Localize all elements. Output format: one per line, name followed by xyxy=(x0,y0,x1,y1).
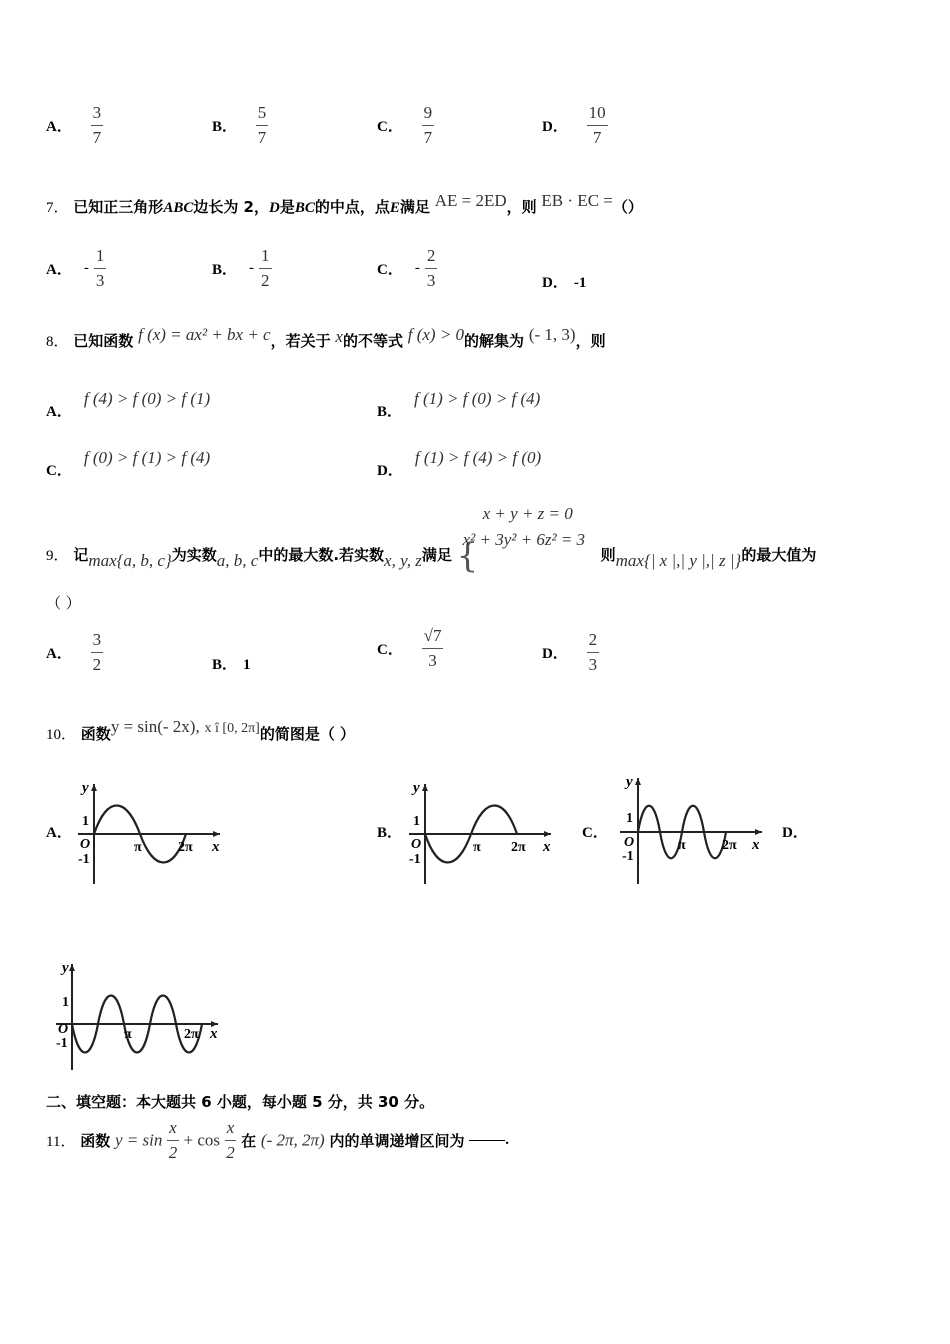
svg-text:x: x xyxy=(210,1026,218,1042)
option-letter: B． xyxy=(212,119,238,135)
half-x-fraction: $\frac{x}{2}$ xyxy=(168,1118,178,1162)
svg-text:-1: -1 xyxy=(409,852,421,867)
q8-stem: 8． 已知函数 f (x) = ax² + bx + c，若关于 x的不等式 f (x) > 0的解集为 (- 1, 3)，则 xyxy=(46,325,606,350)
svg-text:y: y xyxy=(82,780,89,796)
function-domain: x î [0, 2π] xyxy=(204,721,260,736)
option-letter: D． xyxy=(542,275,568,291)
svg-text:-1: -1 xyxy=(78,852,90,867)
option-fraction: $\frac{10}{7}$ xyxy=(588,103,606,147)
q6-option-a xyxy=(46,103,103,148)
q10-stem: 10． 函数y = sin(- 2x), x î [0, 2π]的简图是（ ） xyxy=(46,717,356,743)
option-fraction: $\frac{3}{2}$ xyxy=(92,630,102,674)
q11-stem: 11． 函数 y = sin $\frac{x}{2}$ + cos $\frac{x}{2}$ 在 (- 2π, 2π) 内的单调递增区间为 . xyxy=(46,1118,510,1162)
option-fraction: $\frac{2}{3}$ xyxy=(426,246,436,290)
q7-stem: 7． 已知正三角形ABC边长为 2，D是BC的中点，点E满足 AE = 2ED，则 EB · EC =（） xyxy=(46,191,643,216)
q9-option-a xyxy=(46,630,103,675)
svg-text:2π: 2π xyxy=(178,840,193,855)
option-letter: D． xyxy=(542,119,568,135)
question-number: 9． xyxy=(46,548,69,564)
option-letter: A． xyxy=(46,119,72,135)
answer-paren: （ ） xyxy=(46,594,81,612)
question-number: 11． xyxy=(46,1134,76,1150)
svg-text:2π: 2π xyxy=(184,1027,199,1042)
q10-option-a-letter: A． xyxy=(46,825,72,841)
inequality: f (x) > 0 xyxy=(407,325,465,344)
question-number: 7． xyxy=(46,200,69,216)
svg-text:O: O xyxy=(80,837,91,852)
q9-stem: 9． 记max{a, b, c}为实数a, b, c中的最大数.若实数x, y, z满足 { x + y + z = 0 x² + 3y² + 6z² = 3 则max{| x |,| y |,| z |}的最大值为 xyxy=(46,530,816,582)
svg-text:π: π xyxy=(678,838,686,853)
q6-option-d xyxy=(542,103,608,148)
option-letter: B． xyxy=(212,262,238,278)
q10-option-d-letter: D． xyxy=(782,825,808,841)
graph-option-d xyxy=(52,958,227,1073)
svg-text:O: O xyxy=(624,835,635,850)
q8-option-c: C．f (0) > f (1) > f (4) xyxy=(46,448,211,479)
q7-option-d: D． -1 xyxy=(542,275,587,291)
option-letter: A． xyxy=(46,404,72,420)
option-letter: C． xyxy=(377,119,403,135)
option-letter: C． xyxy=(46,463,72,479)
option-fraction: $\frac{2}{3}$ xyxy=(588,630,598,674)
option-fraction: $\frac{1}{2}$ xyxy=(261,246,270,290)
svg-text:-1: -1 xyxy=(56,1036,68,1051)
quadratic-function: f (x) = ax² + bx + c xyxy=(138,325,271,344)
q10-option-b-letter: B． xyxy=(377,825,403,841)
option-letter: B． xyxy=(377,404,403,420)
option-fraction: $\frac{3}{7}$ xyxy=(92,103,102,147)
q10-option-c-letter: C． xyxy=(582,825,608,841)
svg-text:1: 1 xyxy=(626,811,633,826)
option-fraction: $\frac{5}{7}$ xyxy=(257,103,267,147)
q6-option-b xyxy=(212,103,268,148)
svg-text:π: π xyxy=(134,840,142,855)
option-letter: A． xyxy=(46,262,72,278)
q8-option-d: D．f (1) > f (4) > f (0) xyxy=(377,448,542,479)
graph-option-a xyxy=(72,778,232,888)
q9-option-d xyxy=(542,630,599,675)
question-number: 10． xyxy=(46,727,77,743)
sine-function: y = sin(- 2x), xyxy=(110,717,200,736)
svg-text:y: y xyxy=(62,960,69,976)
q9-option-c xyxy=(377,626,443,671)
vector-condition: AE = 2ED xyxy=(434,191,507,210)
half-x-fraction: $\frac{x}{2}$ xyxy=(226,1118,235,1162)
option-letter: B． xyxy=(212,657,238,673)
q9-option-b: B． 1 xyxy=(212,657,251,673)
svg-text:x: x xyxy=(543,839,551,855)
question-number: 8． xyxy=(46,334,69,350)
q8-option-a: A．f (4) > f (0) > f (1) xyxy=(46,389,211,420)
option-letter: D． xyxy=(377,463,403,479)
option-letter: D． xyxy=(542,646,568,662)
svg-text:1: 1 xyxy=(62,995,69,1010)
option-fraction: $\frac{9}{7}$ xyxy=(423,103,433,147)
q6-option-c xyxy=(377,103,434,148)
q7-option-a: A． - $\frac{1}{3}$ xyxy=(46,246,105,290)
svg-text:y: y xyxy=(626,774,633,790)
q7-option-b: B． - $\frac{1}{2}$ xyxy=(212,246,270,290)
section-heading: 二、填空题：本大题共 6 小题，每小题 5 分，共 30 分。 xyxy=(46,1093,435,1111)
svg-text:O: O xyxy=(58,1022,69,1037)
svg-text:-1: -1 xyxy=(622,849,634,864)
svg-text:y: y xyxy=(413,780,420,796)
dot-product-expression: EB · EC = xyxy=(541,191,613,210)
svg-text:2π: 2π xyxy=(511,840,526,855)
svg-text:π: π xyxy=(473,840,481,855)
graph-option-b xyxy=(403,778,563,888)
svg-text:O: O xyxy=(411,837,422,852)
equation-system: { x + y + z = 0 x² + 3y² + 6z² = 3 xyxy=(456,504,586,576)
q7-option-c: C． - $\frac{2}{3}$ xyxy=(377,246,436,290)
answer-blank[interactable] xyxy=(469,1140,505,1141)
svg-text:1: 1 xyxy=(82,814,89,829)
svg-text:2π: 2π xyxy=(722,838,737,853)
svg-text:x: x xyxy=(212,839,220,855)
graph-option-c xyxy=(612,772,772,887)
interval: (- 2π, 2π) xyxy=(260,1130,325,1150)
option-fraction: $\frac{1}{3}$ xyxy=(95,246,105,290)
option-letter: A． xyxy=(46,646,72,662)
q8-option-b: B．f (1) > f (0) > f (4) xyxy=(377,389,541,420)
solution-interval: (- 1, 3) xyxy=(528,325,576,344)
option-letter: C． xyxy=(377,262,403,278)
svg-text:1: 1 xyxy=(413,814,420,829)
svg-text:x: x xyxy=(752,837,760,853)
svg-text:π: π xyxy=(124,1027,132,1042)
option-letter: C． xyxy=(377,642,403,658)
option-fraction: $\frac{√7}{3}$ xyxy=(423,626,442,670)
